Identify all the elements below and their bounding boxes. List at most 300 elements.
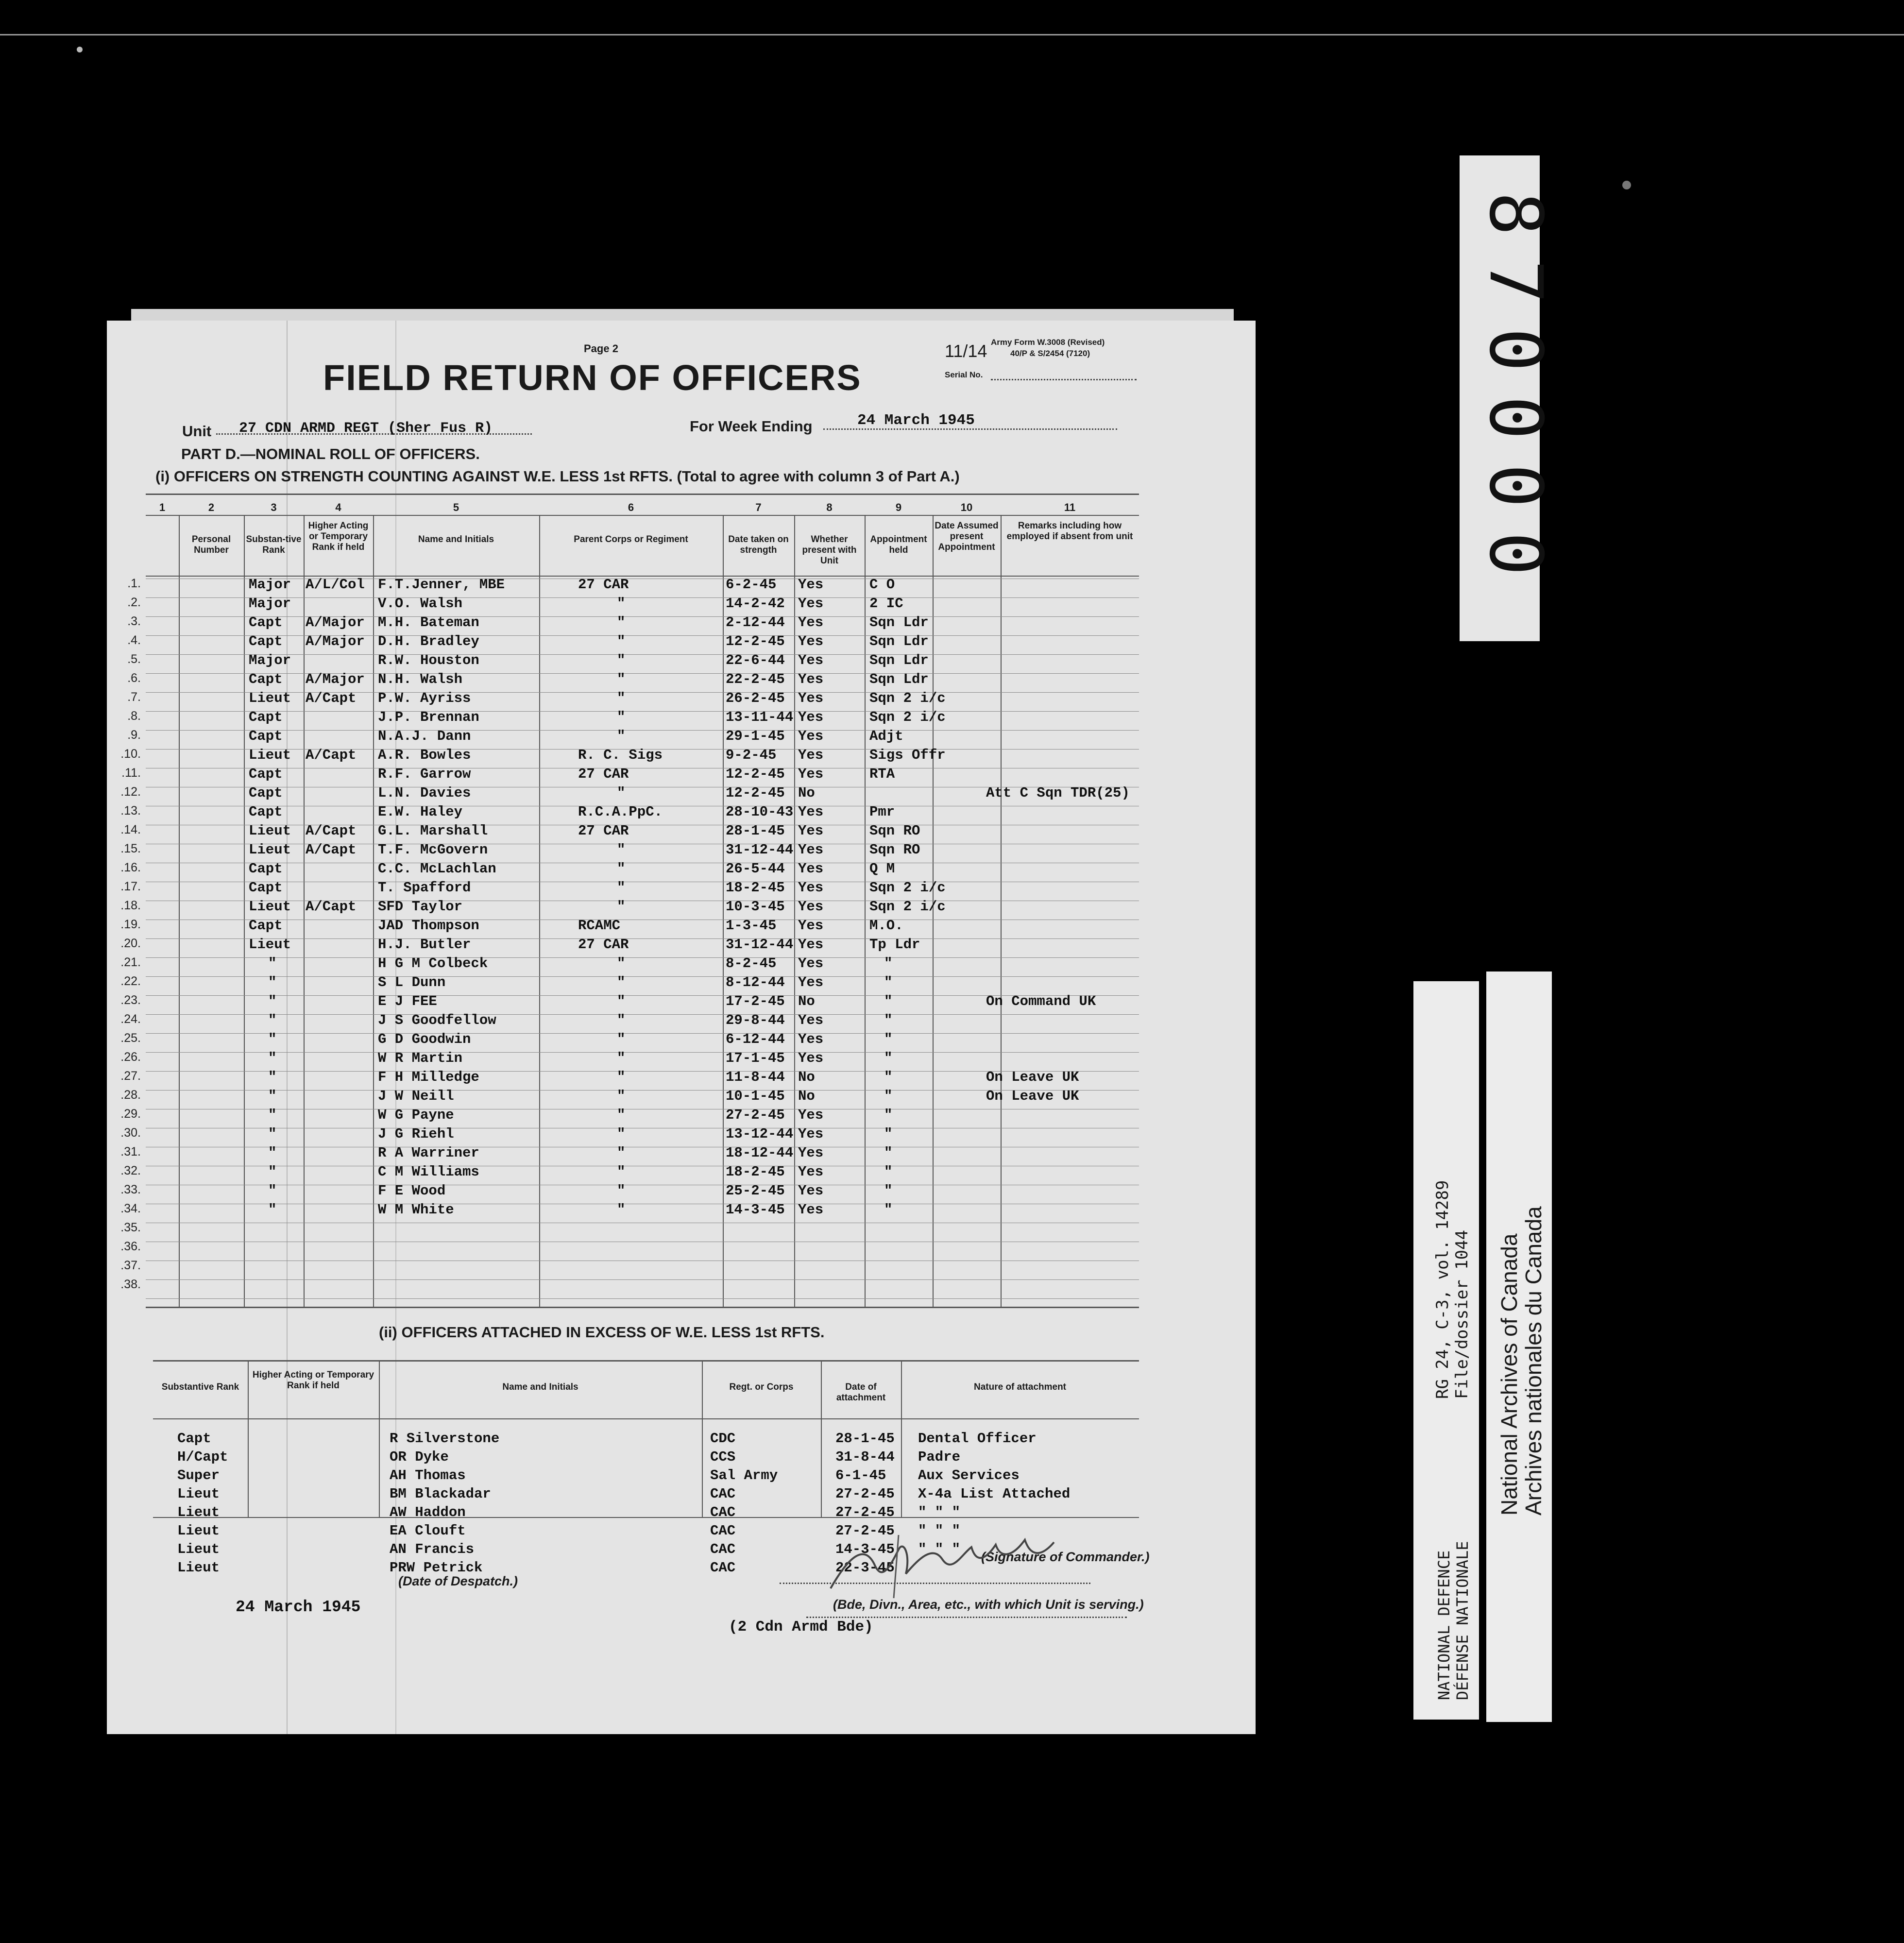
cell-rank: Lieut	[249, 823, 291, 839]
column-header: Higher Acting or Temporary Rank if held	[308, 521, 369, 552]
table-rule	[146, 494, 1139, 495]
cell-appt: "	[884, 1164, 893, 1180]
cell-higher: A/Major	[306, 614, 365, 631]
cell-name: J W Neill	[378, 1088, 454, 1104]
row-number: .12.	[120, 785, 141, 799]
cell-corps: "	[617, 899, 626, 915]
cell-appt: "	[884, 955, 893, 972]
column-number: 6	[628, 501, 634, 513]
cell-name: J S Goodfellow	[378, 1012, 496, 1028]
cell-appt: "	[884, 1202, 893, 1218]
column-number: 5	[453, 501, 459, 513]
row-number: .29.	[120, 1107, 141, 1121]
table-row	[107, 861, 1139, 880]
table-row	[107, 1240, 1139, 1259]
cell-corps: RCAMC	[578, 918, 621, 934]
cell-rank: Lieut	[249, 747, 291, 763]
cell-corps: "	[617, 1145, 626, 1161]
cell-corps: "	[617, 785, 626, 801]
attached-header: Higher Acting or Temporary Rank if held	[252, 1370, 374, 1391]
cell-date: 10-3-45	[726, 899, 785, 915]
cell-corps: "	[617, 1088, 626, 1104]
cell-rank: Lieut	[249, 899, 291, 915]
cell-name: G.L. Marshall	[378, 823, 488, 839]
cell-appt: Sqn Ldr	[869, 671, 929, 687]
cell-present: Yes	[798, 918, 824, 934]
frame-digit: 8	[1473, 191, 1558, 236]
cell-name: H.J. Butler	[378, 937, 471, 953]
table-row	[107, 1031, 1139, 1050]
cell-rank: Major	[249, 577, 291, 593]
cell-name: G D Goodwin	[378, 1031, 471, 1047]
cell-present: Yes	[798, 633, 824, 649]
cell-name: JAD Thompson	[378, 918, 479, 934]
cell-rank: Capt	[249, 614, 283, 631]
cell-date: 18-12-44	[726, 1145, 794, 1161]
cell-rank: Capt	[249, 918, 283, 934]
table-row	[107, 633, 1139, 652]
cell-corps: 27 CAR	[578, 937, 629, 953]
cell-name: R.F. Garrow	[378, 766, 471, 782]
cell-corps: "	[617, 1050, 626, 1066]
cell-date: 6-12-44	[726, 1031, 785, 1047]
column-number: 1	[159, 501, 166, 513]
attached-row	[107, 1431, 1139, 1449]
cell-present: Yes	[798, 861, 824, 877]
table-row	[107, 614, 1139, 633]
column-number: 8	[826, 501, 833, 513]
bde-value: (2 Cdn Armd Bde)	[729, 1619, 873, 1636]
scanner-edge-line	[0, 34, 1904, 35]
cell-rank: "	[268, 1012, 277, 1028]
form-numbers: 40/P & S/2454 (7120)	[1010, 349, 1090, 358]
attached-name: EA Clouft	[390, 1523, 466, 1539]
page-label: Page 2	[584, 342, 618, 355]
row-number: .4.	[127, 633, 141, 647]
cell-higher: A/Major	[306, 633, 365, 649]
cell-present: Yes	[798, 747, 824, 763]
cell-appt: Q M	[869, 861, 895, 877]
bde-line	[806, 1617, 1127, 1618]
attached-header: Nature of attachment	[973, 1382, 1067, 1392]
cell-rank: Capt	[249, 804, 283, 820]
cell-date: 8-2-45	[726, 955, 777, 972]
column-header: Date taken on strength	[728, 534, 789, 555]
cell-rank: Major	[249, 652, 291, 668]
cell-present: Yes	[798, 728, 824, 744]
cell-rank: Lieut	[249, 690, 291, 706]
cell-appt: Sqn 2 i/c	[869, 709, 946, 725]
attached-corps: CAC	[710, 1486, 736, 1502]
frame-digit: 0	[1473, 531, 1558, 576]
cell-corps: "	[617, 1031, 626, 1047]
cell-present: Yes	[798, 596, 824, 612]
cell-name: T. Spafford	[378, 880, 471, 896]
row-number: .3.	[127, 614, 141, 628]
cell-appt: Sqn Ldr	[869, 633, 929, 649]
attached-date: 6-1-45	[835, 1467, 886, 1483]
table-row	[107, 747, 1139, 766]
cell-remarks: On Leave UK	[986, 1069, 1079, 1085]
cell-name: W G Payne	[378, 1107, 454, 1123]
attached-corps: Sal Army	[710, 1467, 778, 1483]
cell-corps: "	[617, 709, 626, 725]
attached-row	[107, 1467, 1139, 1486]
table-row	[107, 596, 1139, 614]
attached-date: 27-2-45	[835, 1486, 895, 1502]
cell-corps: "	[617, 614, 626, 631]
table-row	[107, 1183, 1139, 1202]
cell-present: Yes	[798, 1031, 824, 1047]
cell-higher: A/L/Col	[306, 577, 365, 593]
cell-corps: "	[617, 1012, 626, 1028]
section2-title: (ii) OFFICERS ATTACHED IN EXCESS OF W.E. LESS 1st RFTS.	[379, 1324, 825, 1341]
cell-rank: "	[268, 1164, 277, 1180]
cell-rank: "	[268, 1126, 277, 1142]
cell-date: 22-6-44	[726, 652, 785, 668]
attached-row	[107, 1449, 1139, 1467]
column-number: 7	[755, 501, 762, 513]
row-number: .31.	[120, 1145, 141, 1159]
attached-rank: Capt	[177, 1431, 211, 1447]
cell-name: D.H. Bradley	[378, 633, 479, 649]
cell-appt: "	[884, 1145, 893, 1161]
cell-date: 12-2-45	[726, 785, 785, 801]
section1-title: (i) OFFICERS ON STRENGTH COUNTING AGAINST W.E. LESS 1st RFTS. (Total to agree with column 3 of Part A.)	[155, 468, 960, 485]
national-defence-label	[1413, 981, 1479, 1720]
attached-date: 31-8-44	[835, 1449, 895, 1465]
row-number: .11.	[121, 766, 141, 780]
cell-appt: Sqn 2 i/c	[869, 690, 946, 706]
cell-rank: Capt	[249, 785, 283, 801]
cell-name: L.N. Davies	[378, 785, 471, 801]
cell-date: 29-8-44	[726, 1012, 785, 1028]
cell-name: F E Wood	[378, 1183, 446, 1199]
cell-name: F H Milledge	[378, 1069, 479, 1085]
cell-name: C M Williams	[378, 1164, 479, 1180]
cell-name: N.A.J. Dann	[378, 728, 471, 744]
cell-date: 22-2-45	[726, 671, 785, 687]
cell-corps: "	[617, 1202, 626, 1218]
document-title: FIELD RETURN OF OFFICERS	[323, 358, 862, 398]
row-number: .37.	[120, 1259, 141, 1272]
attached-nature: " " "	[918, 1523, 961, 1539]
bde-label: (Bde, Divn., Area, etc., with which Unit is serving.)	[833, 1597, 1144, 1612]
cell-present: Yes	[798, 614, 824, 631]
frame-number-sticker	[1460, 155, 1558, 641]
table-row	[107, 899, 1139, 918]
attached-date: 27-2-45	[835, 1523, 895, 1539]
cell-rank: Capt	[249, 633, 283, 649]
row-number: .5.	[127, 652, 141, 666]
commander-signature	[821, 1525, 1073, 1603]
attached-nature: " " "	[918, 1504, 961, 1520]
cell-date: 17-1-45	[726, 1050, 785, 1066]
unit-value: 27 CDN ARMD REGT (Sher Fus R)	[239, 420, 493, 437]
cell-higher: A/Capt	[306, 823, 357, 839]
row-number: .33.	[120, 1183, 141, 1196]
cell-higher: A/Capt	[306, 899, 357, 915]
attached-date: 22-3-45	[835, 1560, 895, 1576]
cell-present: Yes	[798, 823, 824, 839]
cell-date: 18-2-45	[726, 880, 785, 896]
cell-rank: "	[268, 1050, 277, 1066]
cell-corps: "	[617, 652, 626, 668]
cell-corps: "	[617, 1164, 626, 1180]
unit-label: Unit	[182, 423, 212, 440]
frame-digit: 0	[1473, 463, 1558, 508]
serial-label: Serial No.	[945, 370, 983, 379]
row-number: .32.	[120, 1164, 141, 1177]
cell-present: Yes	[798, 1145, 824, 1161]
attached-header: Name and Initials	[502, 1382, 578, 1392]
cell-present: No	[798, 1088, 815, 1104]
cell-present: Yes	[798, 804, 824, 820]
table-rule	[146, 1307, 1139, 1308]
row-number: .14.	[120, 823, 141, 836]
row-number: .30.	[120, 1126, 141, 1140]
attached-nature: X-4a List Attached	[918, 1486, 1071, 1502]
cell-date: 18-2-45	[726, 1164, 785, 1180]
attached-rank: H/Capt	[177, 1449, 228, 1465]
cell-date: 2-12-44	[726, 614, 785, 631]
row-number: .19.	[120, 918, 141, 931]
attached-name: OR Dyke	[390, 1449, 449, 1465]
cell-remarks: On Command UK	[986, 993, 1096, 1009]
column-number: 11	[1064, 501, 1076, 513]
cell-date: 14-2-42	[726, 596, 785, 612]
form-code: 11/14	[945, 341, 987, 361]
cell-name: H G M Colbeck	[378, 955, 488, 972]
cell-appt: "	[884, 1126, 893, 1142]
column-number: 4	[335, 501, 341, 513]
cell-appt: Sqn Ldr	[869, 652, 929, 668]
cell-name: F.T.Jenner, MBE	[378, 577, 505, 593]
table-row	[107, 804, 1139, 823]
table-row	[107, 728, 1139, 747]
frame-digit: 0	[1473, 327, 1558, 372]
cell-date: 1-3-45	[726, 918, 777, 934]
attached-table-rule	[153, 1360, 1139, 1362]
attached-rank: Lieut	[177, 1504, 220, 1520]
attached-header: Date of attachment	[836, 1382, 886, 1403]
row-number: .20.	[120, 937, 141, 950]
table-row	[107, 766, 1139, 785]
cell-appt: 2 IC	[869, 596, 903, 612]
cell-date: 14-3-45	[726, 1202, 785, 1218]
cell-corps: "	[617, 974, 626, 990]
table-row	[107, 671, 1139, 690]
cell-rank: Capt	[249, 709, 283, 725]
army-form-number: Army Form W.3008 (Revised)	[991, 338, 1105, 347]
row-number: .15.	[120, 842, 141, 855]
cell-appt: "	[884, 1031, 893, 1047]
frame-digit: 0	[1473, 395, 1558, 440]
cell-corps: "	[617, 1126, 626, 1142]
row-number: .18.	[120, 899, 141, 912]
attached-header: Substantive Rank	[161, 1382, 239, 1392]
cell-present: Yes	[798, 842, 824, 858]
table-row	[107, 1126, 1139, 1145]
table-row	[107, 1012, 1139, 1031]
cell-rank: "	[268, 955, 277, 972]
cell-rank: "	[268, 1145, 277, 1161]
cell-name: J.P. Brennan	[378, 709, 479, 725]
scan-speck	[1622, 181, 1631, 189]
cell-present: Yes	[798, 1126, 824, 1142]
cell-corps: "	[617, 880, 626, 896]
attached-corps: CDC	[710, 1431, 736, 1447]
table-row	[107, 823, 1139, 842]
despatch-label: (Date of Despatch.)	[398, 1574, 518, 1588]
cell-rank: Capt	[249, 880, 283, 896]
cell-date: 10-1-45	[726, 1088, 785, 1104]
cell-present: Yes	[798, 899, 824, 915]
cell-name: S L Dunn	[378, 974, 446, 990]
column-header: Date Assumed present Appointment	[935, 521, 999, 552]
row-number: .17.	[120, 880, 141, 893]
attached-row	[107, 1504, 1139, 1523]
cell-name: E J FEE	[378, 993, 437, 1009]
table-row	[107, 709, 1139, 728]
attached-rank: Lieut	[177, 1486, 220, 1502]
cell-corps: "	[617, 633, 626, 649]
cell-appt: Sigs Offr	[869, 747, 946, 763]
cell-present: Yes	[798, 766, 824, 782]
attached-corps: CAC	[710, 1560, 736, 1576]
cell-present: No	[798, 1069, 815, 1085]
attached-corps: CAC	[710, 1523, 736, 1539]
table-row	[107, 577, 1139, 596]
table-row	[107, 1202, 1139, 1221]
cell-name: M.H. Bateman	[378, 614, 479, 631]
row-number: .2.	[127, 596, 141, 609]
cell-appt: Sqn Ldr	[869, 614, 929, 631]
column-number: 10	[960, 501, 973, 513]
cell-rank: "	[268, 1183, 277, 1199]
cell-appt: "	[884, 1050, 893, 1066]
cell-rank: "	[268, 993, 277, 1009]
cell-date: 13-12-44	[726, 1126, 794, 1142]
cell-name: A.R. Bowles	[378, 747, 471, 763]
cell-date: 12-2-45	[726, 633, 785, 649]
cell-appt: M.O.	[869, 918, 903, 934]
attached-nature: Aux Services	[918, 1467, 1020, 1483]
cell-date: 31-12-44	[726, 842, 794, 858]
attached-date: 27-2-45	[835, 1504, 895, 1520]
cell-date: 28-1-45	[726, 823, 785, 839]
cell-name: W M White	[378, 1202, 454, 1218]
cell-higher: A/Capt	[306, 690, 357, 706]
attached-date: 14-3-45	[835, 1541, 895, 1557]
week-ending-label: For Week Ending	[690, 418, 813, 435]
cell-corps: "	[617, 728, 626, 744]
national-defence-fr: DÉFENSE NATIONALE	[1453, 1541, 1472, 1700]
table-row	[107, 1145, 1139, 1164]
cell-rank: "	[268, 1069, 277, 1085]
cell-date: 11-8-44	[726, 1069, 785, 1085]
cell-corps: "	[617, 596, 626, 612]
cell-date: 27-2-45	[726, 1107, 785, 1123]
table-row	[107, 1107, 1139, 1126]
attached-rank: Lieut	[177, 1523, 220, 1539]
column-header: Personal Number	[191, 534, 231, 555]
attached-corps: CCS	[710, 1449, 736, 1465]
attached-rank: Super	[177, 1467, 220, 1483]
row-number: .34.	[120, 1202, 141, 1215]
week-ending-value: 24 March 1945	[857, 412, 975, 429]
column-header: Remarks including how employed if absent from unit	[1006, 521, 1133, 542]
cell-date: 9-2-45	[726, 747, 777, 763]
cell-present: Yes	[798, 690, 824, 706]
cell-appt: "	[884, 1069, 893, 1085]
cell-date: 13-11-44	[726, 709, 794, 725]
cell-name: R.W. Houston	[378, 652, 479, 668]
attached-corps: CAC	[710, 1541, 736, 1557]
row-number: .25.	[120, 1031, 141, 1045]
table-row	[107, 974, 1139, 993]
cell-appt: C O	[869, 577, 895, 593]
cell-corps: "	[617, 955, 626, 972]
attached-corps: CAC	[710, 1504, 736, 1520]
cell-name: SFD Taylor	[378, 899, 463, 915]
cell-appt: Sqn RO	[869, 842, 920, 858]
cell-present: Yes	[798, 709, 824, 725]
cell-name: R A Warriner	[378, 1145, 479, 1161]
cell-corps: 27 CAR	[578, 766, 629, 782]
row-number: .24.	[120, 1012, 141, 1026]
row-number: .9.	[127, 728, 141, 742]
cell-appt: Adjt	[869, 728, 903, 744]
cell-remarks: Att C Sqn TDR(25)	[986, 785, 1130, 801]
field-return-document	[107, 321, 1256, 1734]
cell-present: No	[798, 993, 815, 1009]
row-number: .10.	[120, 747, 141, 761]
cell-appt: Tp Ldr	[869, 937, 920, 953]
cell-corps: "	[617, 1183, 626, 1199]
cell-rank: Lieut	[249, 937, 291, 953]
attached-name: R Silverstone	[390, 1431, 500, 1447]
attached-rank: Lieut	[177, 1560, 220, 1576]
cell-rank: "	[268, 1088, 277, 1104]
national-defence-en: NATIONAL DEFENCE	[1435, 1550, 1453, 1700]
table-row	[107, 785, 1139, 804]
cell-rank: Capt	[249, 671, 283, 687]
signature-label: (Signature of Commander.)	[981, 1550, 1150, 1564]
cell-appt: "	[884, 1183, 893, 1199]
table-row	[107, 1069, 1139, 1088]
row-number: .35.	[120, 1221, 141, 1234]
archive-file-line: File/dossier 1044	[1452, 1230, 1472, 1399]
cell-present: Yes	[798, 1183, 824, 1199]
cell-appt: "	[884, 1107, 893, 1123]
table-row	[107, 955, 1139, 974]
row-number: .21.	[120, 955, 141, 969]
cell-date: 26-2-45	[726, 690, 785, 706]
cell-appt: "	[884, 993, 893, 1009]
attached-name: BM Blackadar	[390, 1486, 491, 1502]
cell-rank: Capt	[249, 861, 283, 877]
cell-present: Yes	[798, 671, 824, 687]
table-row-line	[146, 1298, 1139, 1299]
cell-rank: "	[268, 974, 277, 990]
cell-present: Yes	[798, 937, 824, 953]
cell-name: C.C. McLachlan	[378, 861, 496, 877]
table-row	[107, 1164, 1139, 1183]
cell-present: Yes	[798, 974, 824, 990]
table-row	[107, 1050, 1139, 1069]
row-number: .36.	[120, 1240, 141, 1253]
